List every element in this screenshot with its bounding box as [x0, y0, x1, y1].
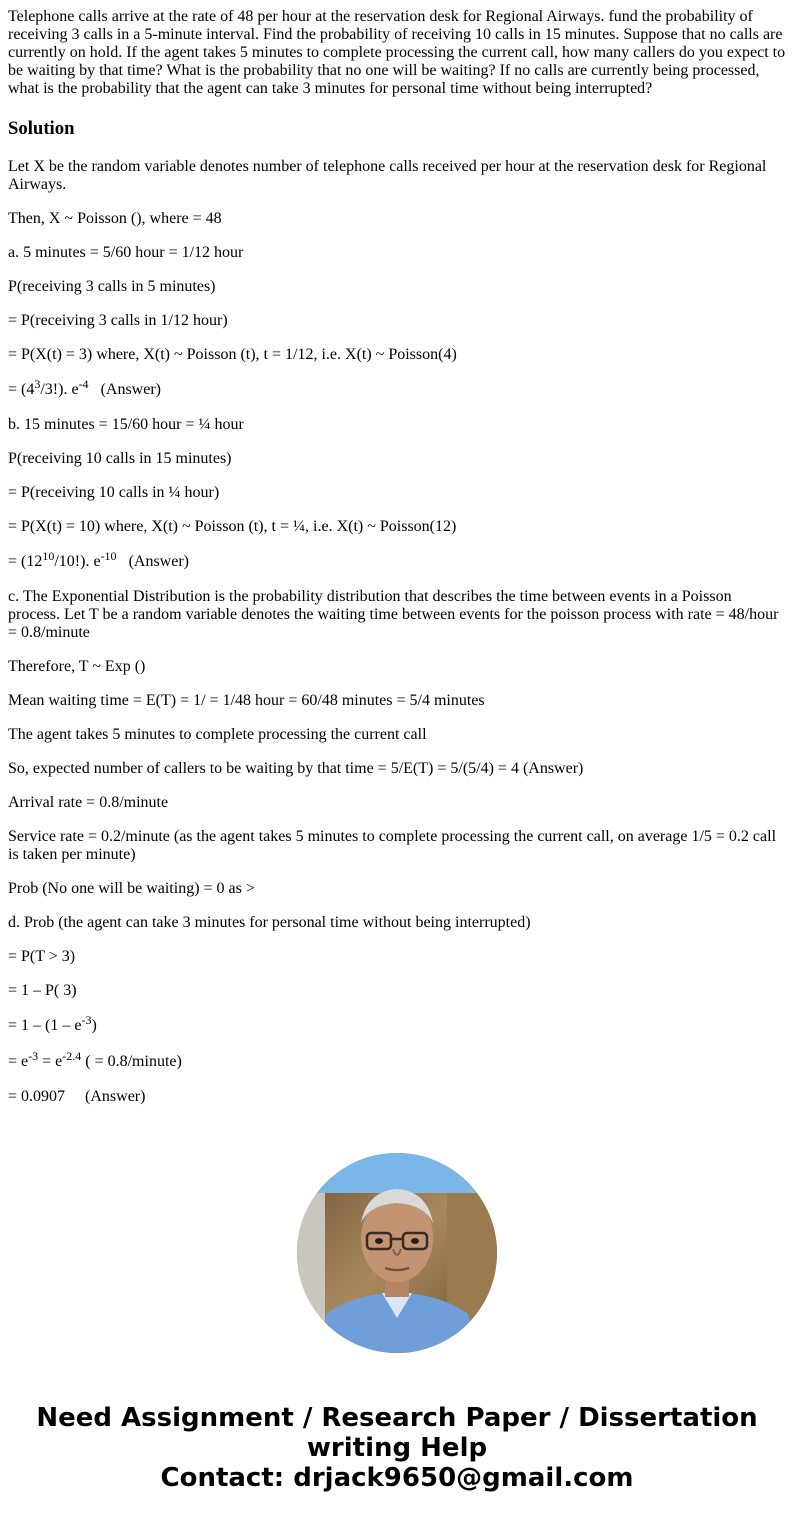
formula-d2: = $e^{-3} = e^{-2.4}$ ( = 0.8/minute)	[8, 1049, 182, 1070]
solution-line: So, expected number of callers to be waiting by that time = 5/E(T) = 5/(5/4) = 4 (Answer)	[8, 760, 584, 777]
solution-line: = P(X(t) = 3) where, X(t) ~ Poisson (t), t = 1/12, i.e. X(t) ~ Poisson(4)	[8, 346, 457, 363]
solution-heading: Solution	[8, 118, 75, 139]
promo-line: Need Assignment / Research Paper / Dissertation	[36, 1403, 758, 1433]
final-answer: = 0.0907 (Answer)	[8, 1088, 146, 1105]
author-photo	[297, 1153, 497, 1353]
solution-line: a. 5 minutes = 5/60 hour = 1/12 hour	[8, 244, 244, 261]
solution-line: Then, X ~ Poisson (), where = 48	[8, 210, 222, 227]
solution-line: d. Prob (the agent can take 3 minutes for personal time without being interrupted)	[8, 914, 531, 931]
formula-b-answer: = $(12^{10}/10!)$. $e^{-10}$ (Answer)	[8, 549, 189, 570]
solution-line: Therefore, T ~ Exp ()	[8, 658, 146, 675]
solution-line: = P(receiving 10 calls in ¼ hour)	[8, 484, 220, 501]
solution-line: P(receiving 3 calls in 5 minutes)	[8, 278, 216, 295]
solution-line: = P(X(t) = 10) where, X(t) ~ Poisson (t), t = ¼, i.e. X(t) ~ Poisson(12)	[8, 518, 457, 535]
solution-line: P(receiving 10 calls in 15 minutes)	[8, 450, 232, 467]
promo-contact: Contact: drjack9650@gmail.com	[160, 1463, 634, 1493]
solution-line: Mean waiting time = E(T) = 1/ = 1/48 hour = 60/48 minutes = 5/4 minutes	[8, 692, 485, 709]
formula-a-answer: = $(4^3/3!)$. $e^{-4}$ (Answer)	[8, 377, 161, 398]
solution-line: c. The Exponential Distribution is the probability distribution that describes the time between events in a Poisson process. Let T be a random variable denotes the waiting time between events for the poisson process with rate = 48/hour = 0.8/minute	[8, 588, 779, 641]
document-content	[8, 0, 786, 1106]
solution-line: = P(receiving 3 calls in 1/12 hour)	[8, 312, 228, 329]
avatar-portrait-icon	[297, 1153, 497, 1353]
solution-line: Prob (No one will be waiting) = 0 as >	[8, 880, 255, 897]
solution-line: Let X be the random variable denotes number of telephone calls received per hour at the reservation desk for Regional Airways.	[8, 158, 767, 193]
promo-line: writing Help	[306, 1433, 488, 1463]
formula-d1: = $1 - (1 - e^{-3})$	[8, 1013, 97, 1034]
solution-line: b. 15 minutes = 15/60 hour = ¼ hour	[8, 416, 244, 433]
solution-line: = 1 – P( 3)	[8, 982, 77, 999]
solution-line: The agent takes 5 minutes to complete processing the current call	[8, 726, 427, 743]
solution-line: = P(T > 3)	[8, 948, 76, 965]
solution-line: Service rate = 0.2/minute (as the agent takes 5 minutes to complete processing the current call, on average 1/5 = 0.2 call is taken per minute)	[8, 828, 777, 863]
question-text: Telephone calls arrive at the rate of 48 per hour at the reservation desk for Regional Airways. fund the probability of receiving 3 calls in a 5-minute interval. Find the probability of receiving 10 calls in 15 minutes. Suppose that no calls are currently on hold. If the agent takes 5 minutes to complete processing the current call, how many callers do you expect to be waiting by that time? What is the probability that no one will be waiting? If no calls are currently being processed, what is the probability that the agent can take 3 minutes for personal time without being interrupted?	[8, 8, 786, 97]
promo-banner	[0, 1403, 794, 1493]
solution-line: Arrival rate = 0.8/minute	[8, 794, 169, 811]
